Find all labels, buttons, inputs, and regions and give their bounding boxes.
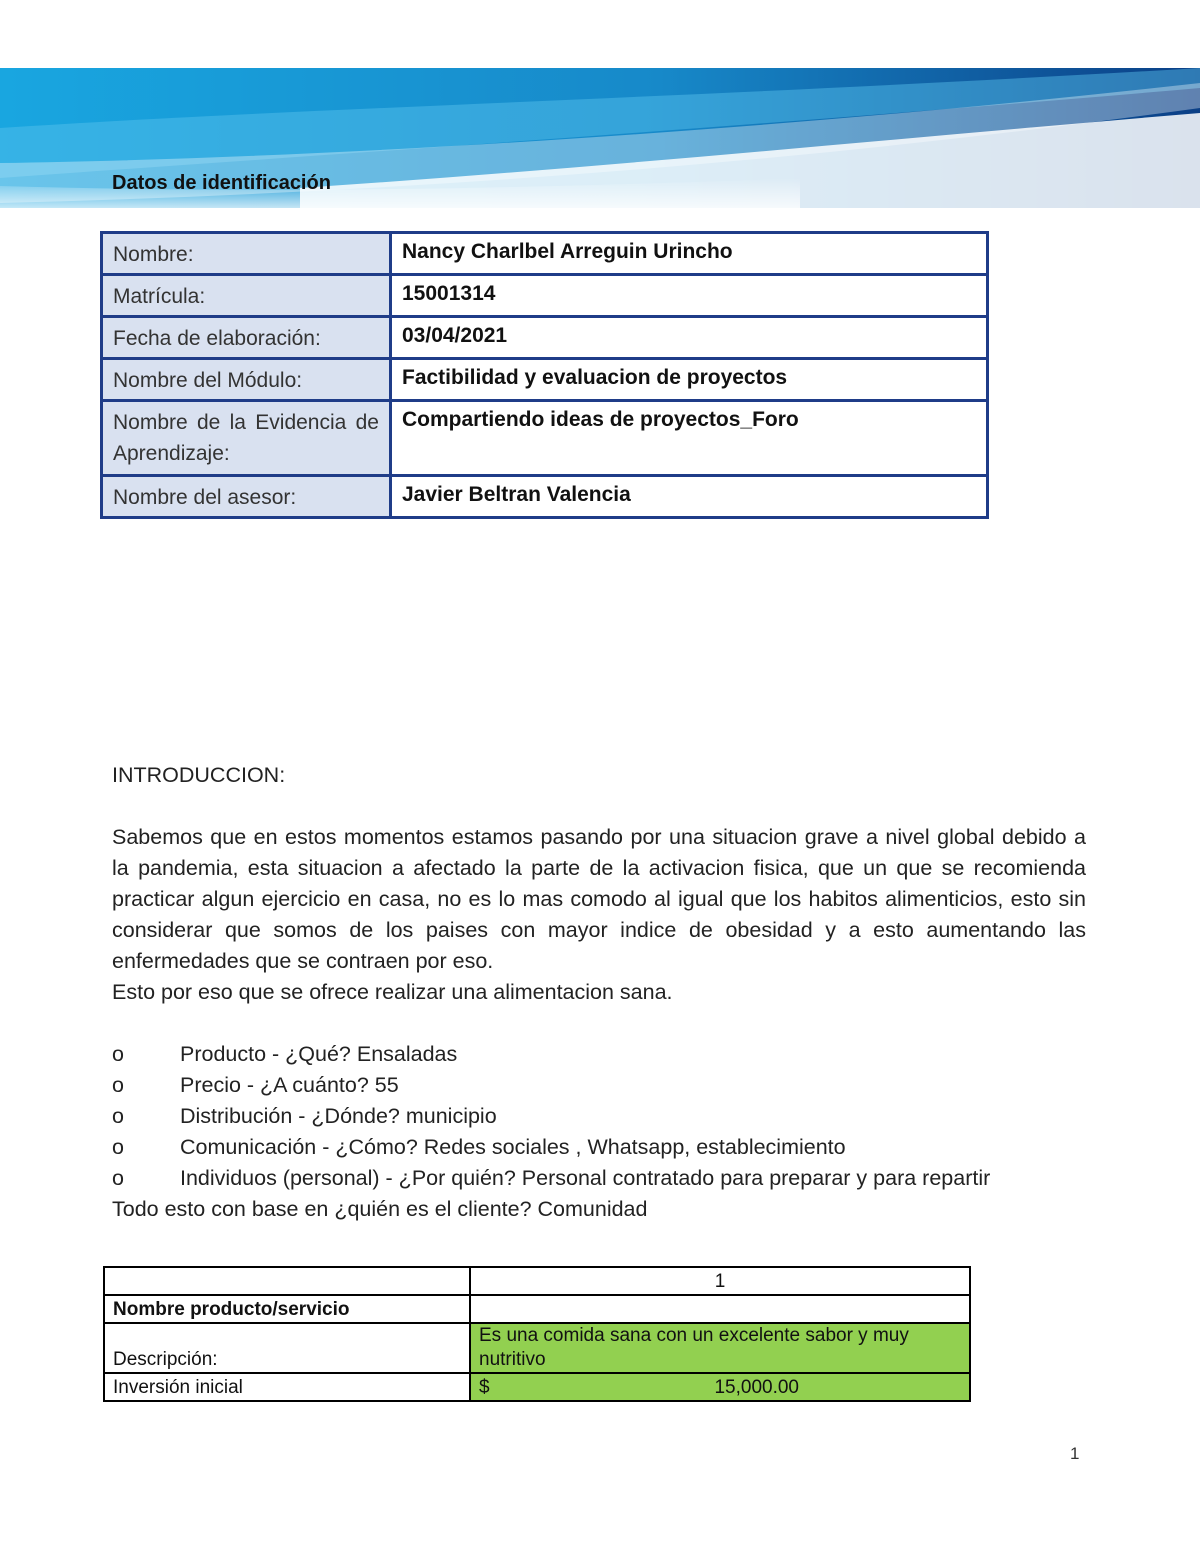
bullet-text: Producto - ¿Qué? Ensaladas [180,1042,458,1066]
bullet-marker: o [112,1104,124,1128]
list-item [112,1132,1086,1163]
bullet-marker: o [112,1073,124,1097]
section-title: Datos de identificación [112,172,331,194]
table-row [104,1267,970,1295]
bullet-marker: o [112,1166,124,1190]
introduction-section [112,760,1086,1225]
intro-offer: Esto por eso que se ofrece realizar una alimentacion sana. [112,980,673,1004]
intro-heading: INTRODUCCION: [112,763,286,787]
row-value: Compartiendo ideas de proyectos_Foro [391,401,988,476]
column-header: 1 [470,1267,970,1295]
bullet-marker: o [112,1135,124,1159]
currency-symbol: $ [479,1377,490,1398]
row-label: Nombre del asesor: [102,476,391,518]
bullet-text: Comunicación - ¿Cómo? Redes sociales , Whatsapp, establecimiento [180,1135,846,1159]
description-value: Es una comida sana con un excelente sabor y muy nutritivo [470,1323,970,1373]
list-item [112,1070,1086,1101]
bullet-text: Precio - ¿A cuánto? 55 [180,1073,399,1097]
row-label: Nombre del Módulo: [102,359,391,401]
table-row [102,401,988,476]
row-value: Nancy Charlbel Arreguin Urincho [391,233,988,275]
investment-label: Inversión inicial [104,1373,470,1401]
table-cell [104,1267,470,1295]
intro-closing: Todo esto con base en ¿quién es el cliente? Comunidad [112,1197,648,1221]
table-row [104,1323,970,1373]
list-item [112,1039,1086,1070]
bullet-text: Distribución - ¿Dónde? municipio [180,1104,497,1128]
header-banner [0,68,1200,218]
table-row [104,1373,970,1401]
table-row [102,359,988,401]
investment-value: 15,000.00 [714,1377,799,1398]
name-value [470,1295,970,1323]
table-row [102,233,988,275]
table-row [102,476,988,518]
intro-paragraph: Sabemos que en estos momentos estamos pasando por una situacion grave a nivel global debido a la pandemia, esta situacion a afectado la parte de la activacion fisica, que un que se recomienda practicar algun ejercicio en casa, no es lo mas comodo al igual que los habitos alimenticios, esto sin considerar que somos de los paises con mayor indice de obesidad y a esto aumentando las enfermedades que se contraen por eso. [112,825,1086,973]
row-label: Nombre de la Evidencia de Aprendizaje: [102,401,391,476]
banner-graphic [0,68,1200,218]
table-row [102,275,988,317]
name-label: Nombre producto/servicio [104,1295,470,1323]
bullet-text: Individuos (personal) - ¿Por quién? Personal contratado para preparar y para repartir [180,1166,991,1190]
row-value: Factibilidad y evaluacion de proyectos [391,359,988,401]
bullet-marker: o [112,1042,124,1066]
product-table [103,1266,971,1402]
row-label: Matrícula: [102,275,391,317]
identification-table [100,231,989,519]
table-row [104,1295,970,1323]
list-item [112,1163,1086,1194]
investment-cell [470,1373,970,1401]
description-label: Descripción: [104,1323,470,1373]
table-row [102,317,988,359]
row-value: 15001314 [391,275,988,317]
row-label: Nombre: [102,233,391,275]
list-item [112,1101,1086,1132]
row-label: Fecha de elaboración: [102,317,391,359]
row-value: 03/04/2021 [391,317,988,359]
row-value: Javier Beltran Valencia [391,476,988,518]
page-number: 1 [1070,1444,1080,1463]
